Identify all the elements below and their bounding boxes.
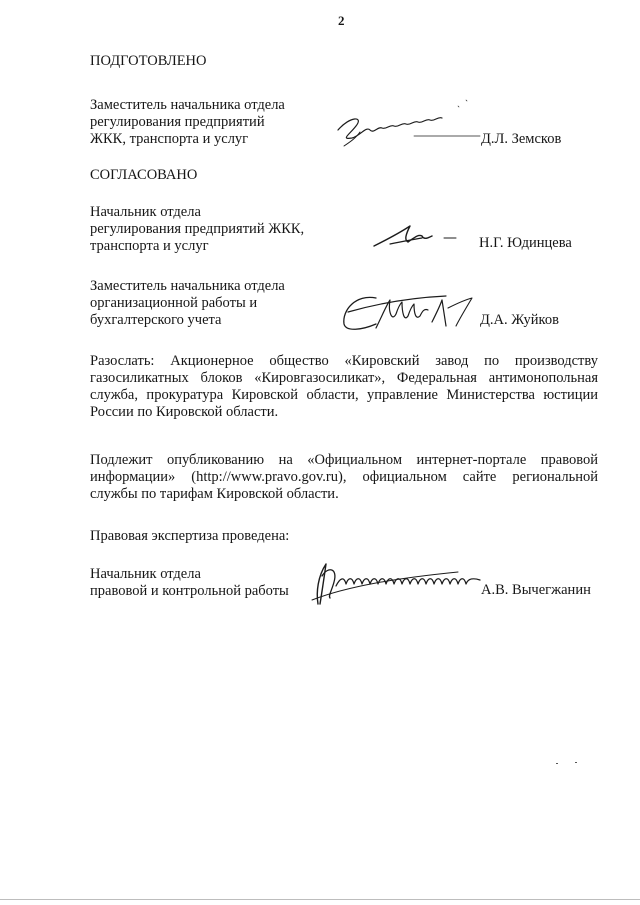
legal-review-position-line: Начальник отдела	[90, 566, 201, 582]
legal-review-position	[90, 566, 289, 600]
prepared-heading: ПОДГОТОВЛЕНО	[90, 53, 207, 69]
agreed-signer-1-name: Н.Г. Юдинцева	[479, 235, 572, 251]
prepared-position-line: регулирования предприятий	[90, 114, 265, 130]
agreed-signer-2-name: Д.А. Жуйков	[480, 312, 559, 328]
scan-edge-line	[0, 899, 640, 900]
signer-position-line: бухгалтерского учета	[90, 312, 222, 328]
distribution-line: газосиликатных блоков «Кировгазосиликат», Федеральная антимонопольная	[90, 370, 598, 386]
distribution-line: Разослать: Акционерное общество «Кировский завод по производству	[90, 353, 598, 369]
scan-speck	[575, 762, 577, 763]
signature-zhuikov	[336, 288, 476, 338]
agreed-signer-2-position	[90, 278, 285, 329]
prepared-name: Д.Л. Земсков	[481, 131, 562, 147]
publication-line: информации» (http://www.pravo.gov.ru), официальном сайте региональной	[90, 469, 598, 485]
publication-line: службы по тарифам Кировской области.	[90, 486, 339, 502]
distribution-paragraph	[90, 353, 598, 421]
signer-position-line: организационной работы и	[90, 295, 258, 311]
legal-review-position-line: правовой и контрольной работы	[90, 583, 289, 599]
distribution-line: служба, прокуратура Кировской области, управление Министерства юстиции	[90, 387, 598, 403]
prepared-position	[90, 97, 285, 148]
signer-position-line: Начальник отдела	[90, 204, 201, 220]
signer-position-line: транспорта и услуг	[90, 238, 209, 254]
agreed-heading: СОГЛАСОВАНО	[90, 167, 198, 183]
publication-paragraph	[90, 452, 598, 503]
distribution-line: России по Кировской области.	[90, 404, 279, 420]
signature-zemskov	[330, 96, 480, 156]
scan-speck	[556, 763, 558, 764]
signature-yudintseva	[370, 220, 460, 254]
page-number: 2	[338, 13, 345, 28]
publication-line: Подлежит опубликованию на «Официальном интернет-портале правовой	[90, 452, 598, 468]
legal-review-heading: Правовая экспертиза проведена:	[90, 528, 290, 544]
prepared-position-line: ЖКК, транспорта и услуг	[90, 131, 249, 147]
legal-review-name: А.В. Вычегжанин	[481, 582, 591, 598]
signer-position-line: Заместитель начальника отдела	[90, 278, 285, 294]
signature-vychegzhanin	[308, 556, 488, 610]
agreed-signer-1-position	[90, 204, 304, 255]
signer-position-line: регулирования предприятий ЖКК,	[90, 221, 305, 237]
prepared-position-line: Заместитель начальника отдела	[90, 97, 285, 113]
